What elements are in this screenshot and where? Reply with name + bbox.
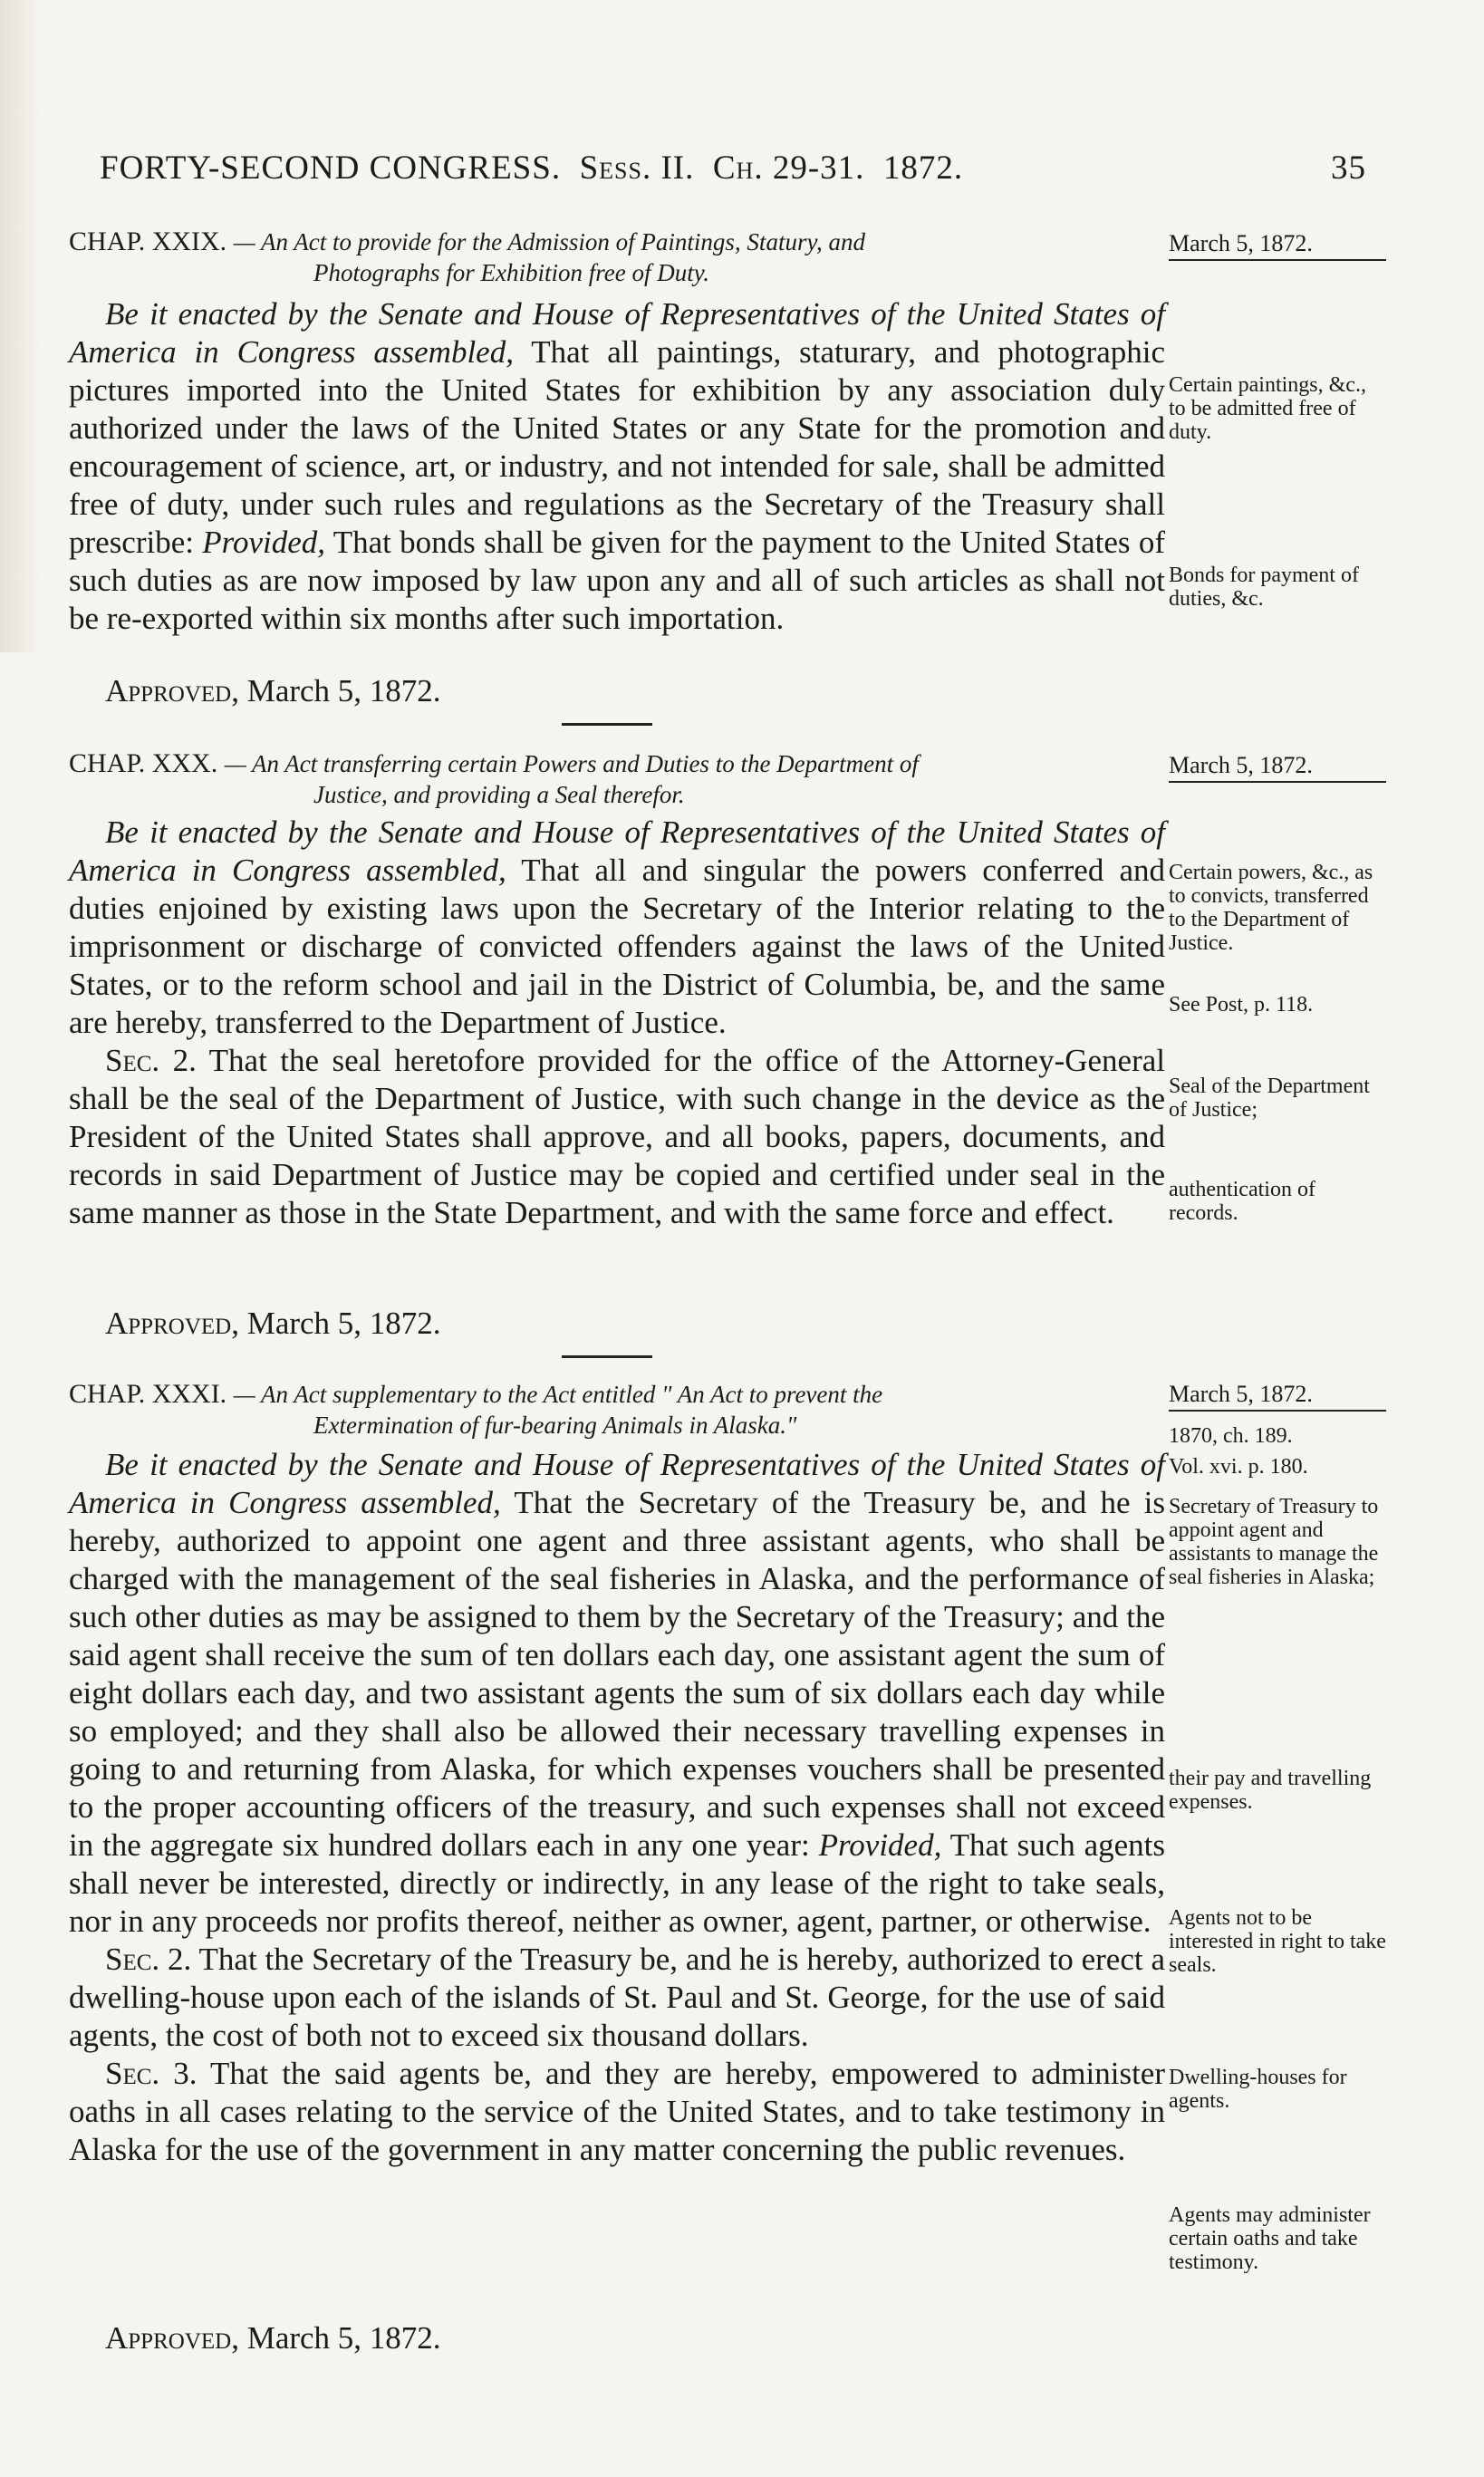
chap31-margin-note-3: Agents not to be interested in right to take seals. bbox=[1169, 1906, 1386, 1977]
chap30-margin-note-2: Seal of the Department of Justice; bbox=[1169, 1075, 1370, 1122]
header-year: 1872. bbox=[882, 149, 964, 187]
chap29-enacting-clause: Be it enacted by the Senate and House of Representatives of the United States of America in Congress assembled, bbox=[69, 296, 1165, 370]
chap29-provided-word: Provided, bbox=[202, 525, 326, 560]
chap29-title-line2: Photographs for Exhibition free of Duty. bbox=[313, 259, 709, 286]
chap31-label: CHAP. XXXI. bbox=[69, 1379, 227, 1409]
page-number: 35 bbox=[1331, 149, 1366, 187]
header-left bbox=[100, 149, 963, 188]
running-header bbox=[100, 149, 1366, 188]
chap31-provided-word: Provided, bbox=[818, 1827, 942, 1863]
chap29-text: That all paintings, staturary, and photographic pictures imported into the United States for exhibition by any association duly authorized under the laws of the United States or any State for the promotion and encouragement of science, art, or industry, and not intended for sale, shall be admitted free of duty, under such rules and regulations as the Secretary of the Treasury shall prescribe: bbox=[69, 334, 1166, 560]
header-session: Sess. II. bbox=[579, 149, 695, 187]
chap31-title bbox=[69, 1379, 1165, 1441]
chap30-enacting-clause: Be it enacted by the Senate and House of Representatives of the United States of America in Congress assembled, bbox=[69, 814, 1165, 888]
chap29-date: March 5, 1872. bbox=[1169, 232, 1386, 261]
chap30-text: That all and singular the powers conferred and duties enjoined by existing laws upon the Secretary of the Interior relating to the imprisonment or discharge of convicted offenders against the laws of the United States, or to the reform school and jail in the District of Columbia, be, and the same are hereby, transferred to the Department of Justice. bbox=[69, 853, 1165, 1040]
chap30-label: CHAP. XXX. bbox=[69, 748, 218, 778]
chap30-approved bbox=[69, 1305, 1201, 1343]
chap31-ref-vol: Vol. xvi. p. 180. bbox=[1169, 1455, 1308, 1479]
chap31-body bbox=[69, 1446, 1165, 2169]
chap31-approved-date: March 5, 1872. bbox=[246, 2320, 441, 2356]
chap31-provided-text: That such agents shall never be interested, directly or indirectly, in any lease of the right to take seals, nor in any proceeds nor profits thereof, neither as owner, agent, partner, or otherwise. bbox=[69, 1827, 1166, 1939]
chap30-margin-note-3: authentication of records. bbox=[1169, 1178, 1315, 1225]
chap30-approved-date: March 5, 1872. bbox=[246, 1306, 441, 1341]
chap31-sec2-text: That the Secretary of the Treasury be, and he is hereby, authorized to erect a dwelling-house upon each of the islands of St. Paul and St. George, for the use of said agents, the cost of both not to exceed six thousand dollars. bbox=[69, 1942, 1165, 2053]
chap30-title-line2: Justice, and providing a Seal therefor. bbox=[313, 781, 685, 808]
chap29-title-line1: — An Act to provide for the Admission of Paintings, Statury, and bbox=[233, 228, 865, 255]
chap30-margin-note-1: Certain powers, &c., as to convicts, transferred to the Department of Justice. bbox=[1169, 861, 1373, 955]
chap31-margin-note-2: their pay and travelling expenses. bbox=[1169, 1767, 1372, 1814]
chap31-ref-1870: 1870, ch. 189. bbox=[1169, 1424, 1293, 1448]
chap30-title bbox=[69, 748, 1165, 810]
chap29-approved-date: March 5, 1872. bbox=[246, 673, 441, 708]
header-congress: FORTY-SECOND CONGRESS. bbox=[100, 149, 562, 187]
chap29-margin-note-2: Bonds for payment of duties, &c. bbox=[1169, 564, 1359, 611]
chap31-text: That the Secretary of the Treasury be, and he is hereby, authorized to appoint one agent and three assistant agents, who shall be charged with the management of the seal fisheries in Alaska, and the performance of such other duties as may be assigned to them by the Secretary of the Treasury; and the said agent shall receive the sum of ten dollars each day, one assistant agent the sum of eight dollars each day, and two assistant agents the sum of six dollars each day while so employed; and they shall also be allowed their necessary travelling expenses in going to and returning from Alaska, for which expenses vouchers shall be presented to the proper accounting officers of the treasury, and such expenses shall not exceed in the aggregate six hundred dollars each in any one year: bbox=[69, 1485, 1166, 1863]
chap31-sec2-label: Sec. 2. bbox=[105, 1942, 192, 1977]
header-chapters: Ch. 29-31. bbox=[712, 149, 865, 187]
section-divider-2 bbox=[562, 1355, 652, 1358]
chap29-label: CHAP. XXIX. bbox=[69, 226, 227, 256]
page-edge-shadow bbox=[0, 0, 42, 652]
chap31-margin-note-4: Dwelling-houses for agents. bbox=[1169, 2066, 1347, 2113]
chap29-body bbox=[69, 295, 1165, 638]
chap31-sec3-label: Sec. 3. bbox=[105, 2056, 198, 2091]
chap30-sec2-text: That the seal heretofore provided for the office of the Attorney-General shall be the seal of the Department of Justice, with such change in the device as the President of the United States shall approve, and all books, papers, documents, and records in said Department of Justice may be copied and certified under seal in the same manner as those in the State Department, and with the same force and effect. bbox=[69, 1043, 1165, 1230]
chap31-title-line1: — An Act supplementary to the Act entitled " An Act to prevent the bbox=[233, 1381, 883, 1408]
chap31-margin-note-5: Agents may administer certain oaths and take testimony. bbox=[1169, 2203, 1371, 2274]
chap31-approved bbox=[69, 2319, 1201, 2357]
chap31-margin-note-1: Secretary of Treasury to appoint agent and assistants to manage the seal fisheries in Alaska; bbox=[1169, 1495, 1379, 1589]
chap30-approved-word: Approved, bbox=[105, 1306, 239, 1341]
chap29-provided-text: That bonds shall be given for the payment to the United States of such duties as are now imposed by law upon any and all of such articles as shall not be re-exported within six months after such importation. bbox=[69, 525, 1165, 636]
chap31-approved-word: Approved, bbox=[105, 2320, 239, 2356]
chap30-margin-see-post: See Post, p. 118. bbox=[1169, 993, 1314, 1017]
section-divider-1 bbox=[562, 723, 652, 726]
chap31-enacting-clause: Be it enacted by the Senate and House of Representatives of the United States of America in Congress assembled, bbox=[69, 1447, 1165, 1520]
chap30-body bbox=[69, 814, 1165, 1232]
chap29-approved-word: Approved, bbox=[105, 673, 239, 708]
chap29-title bbox=[69, 226, 1165, 288]
chap29-margin-note-1: Certain paintings, &c., to be admitted free of duty. bbox=[1169, 373, 1366, 444]
chap31-sec3-text: That the said agents be, and they are hereby, empowered to administer oaths in all cases relating to the service of the United States, and to take testimony in Alaska for the use of the government in any matter concerning the public revenues. bbox=[69, 2056, 1165, 2167]
chap29-approved bbox=[69, 672, 1201, 710]
chap31-date: March 5, 1872. bbox=[1169, 1383, 1386, 1412]
chap30-date: March 5, 1872. bbox=[1169, 754, 1386, 783]
chap30-sec2-label: Sec. 2. bbox=[105, 1043, 197, 1078]
chap30-title-line1: — An Act transferring certain Powers and Duties to the Department of bbox=[224, 750, 919, 777]
chap31-title-line2: Extermination of fur-bearing Animals in Alaska." bbox=[313, 1412, 797, 1439]
